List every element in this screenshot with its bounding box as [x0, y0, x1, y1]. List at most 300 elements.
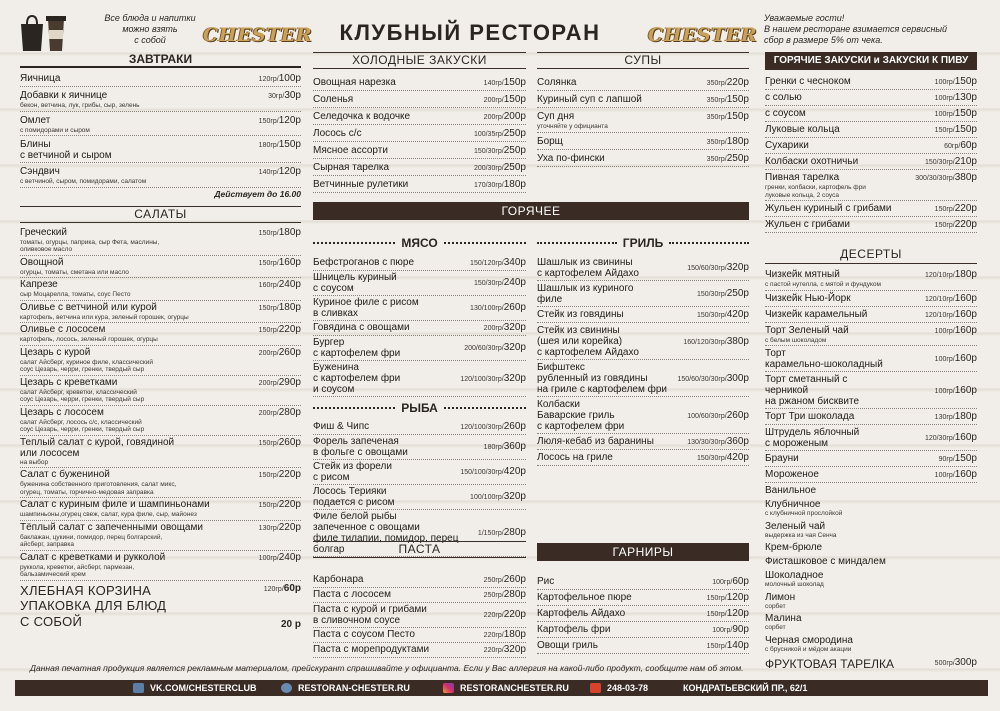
- menu-item-row: [313, 322, 526, 334]
- menu-item-price: 380р: [954, 172, 977, 183]
- grill-items-item: [537, 257, 749, 281]
- menu-item-row: [20, 257, 301, 269]
- menu-item-name: с солью: [765, 92, 802, 103]
- menu-item-price-group: [687, 262, 749, 274]
- menu-item-name: Цезарь с креветками: [20, 376, 118, 388]
- desserts-items-item: [765, 325, 977, 347]
- menu-item-row: [313, 297, 526, 319]
- menu-item-name: Торт сметанный с черникой на ржаном бисквите: [765, 374, 860, 407]
- beer-items-item: [765, 108, 977, 122]
- menu-item-weight: 300/30/30гр/: [915, 175, 955, 182]
- menu-item-row: [537, 640, 749, 652]
- menu-item-weight: 100гр/: [934, 79, 955, 86]
- menu-item-name: Ванильное: [765, 485, 817, 496]
- menu-item-price-group: [935, 108, 977, 120]
- fruit-plate-weight: 500гр/: [934, 660, 955, 667]
- menu-item-name: Тёплый салат с запеченными овощами: [20, 521, 203, 533]
- desserts-items-item: [765, 485, 977, 497]
- menu-item-name: Буженина с картофелем фри и соусом: [313, 362, 401, 395]
- menu-item-name: Чизкейк мятный: [765, 269, 840, 280]
- menu-item-description: огурцы, томаты, сметана или масло: [20, 268, 129, 276]
- menu-item-name: Уха по-фински: [537, 152, 605, 164]
- menu-item-weight: 120/30гр/: [924, 435, 955, 442]
- menu-item-weight: 220гр/: [483, 632, 504, 639]
- menu-item-name: Паста с соусом Песто: [313, 629, 415, 640]
- menu-item-weight: 160гр/: [258, 282, 279, 289]
- menu-item-price: 250р: [726, 152, 749, 164]
- menu-item-price-group: [697, 452, 749, 464]
- meat-items-item: [313, 322, 526, 336]
- menu-item-price: 320р: [503, 644, 526, 655]
- menu-item-weight: 120/10гр/: [924, 311, 955, 319]
- menu-item-row: [765, 108, 977, 120]
- menu-item-name: Брауни: [765, 453, 799, 464]
- menu-item-price-group: [259, 279, 301, 291]
- menu-item-price-group: [484, 441, 526, 453]
- menu-item-weight: 350гр/: [706, 155, 727, 163]
- menu-item-weight: 150/30гр/: [473, 280, 504, 287]
- menu-item-weight: 150гр/: [258, 304, 279, 312]
- cold-items-item: [313, 128, 526, 142]
- menu-item-row: [20, 469, 301, 481]
- menu-item-price: 140р: [726, 640, 749, 651]
- menu-item-name: Салат с креветками и рукколой: [20, 551, 166, 563]
- menu-item-weight: 150/30гр/: [696, 455, 727, 462]
- menu-item-price: 120р: [726, 592, 749, 603]
- desserts-items-item: [765, 411, 977, 425]
- disclaimer: Данная печатная продукция является рекламным материалом, прейскурант спрашивайте у официанта. Если у Вас аллергия на какой-либо продукт, сообщите нам об этом.: [30, 663, 744, 673]
- menu-item-price: 180р: [954, 269, 977, 280]
- breakfast-items-item: [20, 115, 301, 137]
- menu-item-row: [313, 589, 526, 601]
- desserts-items-item: [765, 453, 977, 467]
- menu-item-row: [313, 629, 526, 641]
- menu-item-row: [20, 552, 301, 564]
- menu-item-weight: 100гр/: [258, 554, 279, 562]
- menu-item-weight: 150/30гр/: [696, 291, 727, 298]
- desserts-items-item: [765, 592, 977, 612]
- menu-item-price: 150р: [278, 139, 301, 150]
- menu-item-description: с клубничной прослойкой: [765, 510, 843, 517]
- page-title: КЛУБНЫЙ РЕСТОРАН: [339, 20, 601, 45]
- menu-item-row: [765, 499, 977, 510]
- menu-item-name: Лосось с/с: [313, 128, 362, 139]
- menu-item-price: 180р: [278, 301, 301, 313]
- menu-item-price: 260р: [503, 574, 526, 585]
- menu-item-name: Оливье с ветчиной или курой: [20, 301, 157, 313]
- menu-item-weight: 130/100гр/: [470, 305, 504, 312]
- menu-item-price: 150р: [726, 111, 749, 122]
- menu-item-weight: 130гр/: [934, 414, 955, 421]
- menu-item-price: 220р: [954, 203, 977, 214]
- menu-item-weight: 150гр/: [258, 229, 279, 237]
- menu-item-weight: 180гр/: [258, 142, 279, 149]
- column-3: [537, 52, 749, 170]
- menu-item-name: Торт карамельно-шоколадный: [765, 348, 883, 370]
- menu-item-weight: 120/10гр/: [924, 272, 955, 279]
- menu-item-price-group: [939, 453, 977, 465]
- beer-list: [765, 76, 977, 233]
- instagram-link[interactable]: RESTORANCHESTER.RU: [460, 683, 569, 693]
- menu-item-row: [765, 374, 977, 407]
- sides-title: ГАРНИРЫ: [537, 543, 749, 561]
- menu-item-row: [765, 92, 977, 104]
- menu-item-weight: 100гр/: [934, 111, 955, 118]
- meat-title: МЯСО: [401, 236, 438, 250]
- bread-basket-price: 60р: [283, 582, 301, 594]
- menu-item-price: 120р: [278, 114, 301, 126]
- salads-items-item: [20, 257, 301, 279]
- menu-item-description: с брусникой и мёдом акации: [765, 645, 852, 653]
- logo-left: CHESTER: [203, 24, 313, 46]
- menu-item-name: Форель запеченая в фольге с овощами: [313, 436, 408, 458]
- menu-item-name: Шашлык из куриного филе: [537, 283, 634, 305]
- menu-item-description: сыр Моцарелла, томаты, соус Песто: [20, 291, 131, 298]
- menu-item-row: [765, 427, 977, 449]
- menu-item-name: Блины с ветчиной и сыром: [20, 139, 112, 161]
- menu-item-row: [765, 293, 977, 305]
- salads-items-item: [20, 227, 301, 256]
- menu-item-name: Борщ: [537, 135, 563, 147]
- menu-item-row: [765, 411, 977, 423]
- menu-item-price: 180р: [503, 629, 526, 640]
- menu-item-row: [537, 111, 749, 123]
- footer-bar: [15, 680, 988, 696]
- menu-item-row: [765, 124, 977, 136]
- column-2: [313, 52, 526, 196]
- menu-item-weight: 120гр/: [258, 76, 279, 83]
- menu-item-name: Шашлык из свинины с картофелем Айдахо: [537, 257, 639, 279]
- menu-item-price: 220р: [954, 219, 977, 230]
- menu-item-row: [765, 570, 977, 581]
- menu-item-name: Чизкейк карамельный: [765, 308, 868, 320]
- menu-item-name: Фисташковое с миндалем: [765, 556, 886, 567]
- menu-item-weight: 220гр/: [483, 612, 504, 619]
- menu-item-row: [537, 325, 749, 358]
- menu-item-weight: 100гр/: [934, 472, 955, 479]
- logo-right: CHESTER: [648, 24, 758, 46]
- menu-item-weight: 150/100/30гр/: [460, 469, 504, 476]
- menu-item-description: салат Айсберг, лосось с/с, классический соус Цезарь, черри, гренки, твердый сыр: [20, 418, 145, 433]
- menu-item-name: Филе белой рыбы запеченное с овощами филе тилапии, помидор, перец болгар: [313, 511, 459, 555]
- salads-items-item: [20, 279, 301, 301]
- desserts-items-item: [765, 635, 977, 655]
- menu-item-weight: 150гр/: [706, 611, 727, 618]
- menu-item-price-group: [707, 94, 749, 106]
- menu-item-name: Ветчинные рулетики: [313, 179, 409, 190]
- menu-item-row: [537, 77, 749, 89]
- menu-item-price: 180р: [954, 411, 977, 422]
- menu-item-price: 210р: [954, 156, 977, 167]
- menu-item-weight: 140гр/: [258, 169, 279, 176]
- menu-item-description: на выбор: [20, 458, 49, 466]
- meat-section: [313, 236, 526, 558]
- menu-item-row: [765, 348, 977, 370]
- menu-item-row: [313, 604, 526, 626]
- fish-items-item: [313, 486, 526, 510]
- menu-item-name: Мороженое: [765, 469, 819, 480]
- grill-items-item: [537, 436, 749, 450]
- menu-item-name: Греческий: [20, 226, 67, 238]
- menu-item-weight: 200гр/: [258, 349, 279, 357]
- menu-item-price-group: [259, 347, 301, 359]
- menu-item-price: 150р: [954, 453, 977, 464]
- menu-item-price-group: [707, 640, 749, 652]
- menu-item-price-group: [259, 469, 301, 481]
- pasta-title: ПАСТА: [313, 541, 526, 558]
- pasta-items-item: [313, 574, 526, 588]
- grill-items-item: [537, 325, 749, 360]
- menu-item-row: [313, 644, 526, 656]
- menu-item-price-group: [474, 145, 526, 157]
- menu-item-name: Суп дня: [537, 111, 575, 122]
- menu-item-description: салат Айсберг, куриное филе, классический соус Цезарь, черри, гренки, твердый сыр: [20, 358, 153, 373]
- menu-item-row: [20, 407, 301, 419]
- bread-basket: [20, 583, 301, 598]
- menu-item-row: [20, 166, 301, 178]
- sides-items-item: [537, 592, 749, 606]
- menu-item-description: баклажан, цукини, помидор, перец болгарский, айсберг, заправка: [20, 533, 163, 548]
- menu-item-price: 120р: [726, 608, 749, 619]
- desserts-items-item: [765, 293, 977, 307]
- sides-items-item: [537, 640, 749, 654]
- menu-item-price-group: [259, 407, 301, 419]
- menu-item-price: 180р: [278, 226, 301, 238]
- fish-title: РЫБА: [401, 401, 438, 415]
- menu-item-name: Мясное ассорти: [313, 145, 388, 156]
- menu-item-name: Овощи гриль: [537, 640, 598, 651]
- fruit-plate-price: 300р: [954, 657, 977, 668]
- menu-item-price-group: [484, 629, 526, 641]
- menu-item-price-group: [470, 302, 526, 314]
- menu-item-price-group: [259, 227, 301, 239]
- menu-item-price-group: [707, 153, 749, 165]
- menu-item-row: [20, 302, 301, 314]
- salads-items-item: [20, 522, 301, 551]
- menu-item-price-group: [259, 302, 301, 314]
- menu-item-price-group: [484, 111, 526, 123]
- menu-item-description: сорбет: [765, 602, 786, 610]
- menu-item-price: 90р: [732, 624, 749, 635]
- menu-item-weight: 160/120/30гр/: [683, 338, 727, 346]
- fruit-plate-label: ФРУКТОВАЯ ТАРЕЛКА: [765, 657, 895, 671]
- menu-item-weight: 150гр/: [934, 222, 955, 229]
- menu-item-price: 160р: [954, 292, 977, 304]
- menu-item-weight: 100гр/: [934, 95, 955, 102]
- menu-item-row: [313, 179, 526, 191]
- menu-item-price: 150р: [503, 94, 526, 105]
- menu-item-price: 60р: [960, 140, 977, 151]
- menu-item-price-group: [935, 411, 977, 423]
- soups-title: СУПЫ: [537, 52, 749, 69]
- menu-item-row: [537, 283, 749, 305]
- menu-item-row: [313, 574, 526, 586]
- menu-item-row: [20, 324, 301, 336]
- site-link[interactable]: RESTORAN-CHESTER.RU: [298, 683, 410, 693]
- menu-item-price-group: [474, 179, 526, 191]
- menu-item-price-group: [707, 136, 749, 148]
- menu-item-row: [537, 608, 749, 620]
- beer-items-item: [765, 172, 977, 201]
- menu-item-description: томаты, огурцы, паприка, сыр Фета, маслины, оливковое масло: [20, 238, 160, 253]
- menu-item-weight: 60гр/: [944, 143, 961, 150]
- menu-item-price: 320р: [503, 372, 526, 384]
- pasta-items-item: [313, 589, 526, 603]
- column-1: [20, 52, 301, 630]
- menu-item-price-group: [707, 592, 749, 604]
- menu-item-price-group: [478, 527, 526, 539]
- menu-item-weight: 350гр/: [706, 97, 727, 104]
- menu-item-name: Лосось Терияки подается с рисом: [313, 486, 395, 508]
- soups-items-item: [537, 136, 749, 150]
- menu-item-weight: 150гр/: [258, 327, 279, 334]
- menu-item-row: [765, 635, 977, 646]
- menu-item-row: [765, 592, 977, 603]
- salads-items-item: [20, 499, 301, 521]
- menu-item-weight: 220гр/: [483, 647, 504, 654]
- menu-item-weight: 200гр/: [258, 409, 279, 417]
- menu-item-price-group: [259, 73, 301, 85]
- menu-item-row: [20, 73, 301, 85]
- menu-item-price-group: [683, 336, 749, 348]
- menu-item-price: 250р: [503, 145, 526, 156]
- sides-items-item: [537, 624, 749, 638]
- menu-item-price: 250р: [503, 162, 526, 173]
- menu-item-price-group: [935, 203, 977, 215]
- menu-item-price-group: [484, 94, 526, 106]
- menu-item-description: буженина собственного приготовления, салат микс, огурец, томаты, горчично-медовая заправка: [20, 481, 177, 496]
- phone-icon: [590, 683, 601, 693]
- menu-item-price-group: [677, 373, 749, 385]
- menu-item-price: 240р: [278, 279, 301, 290]
- menu-item-price-group: [474, 162, 526, 174]
- menu-item-price-group: [474, 277, 526, 289]
- menu-item-row: [765, 469, 977, 481]
- meat-items-item: [313, 337, 526, 361]
- menu-item-price-group: [935, 469, 977, 481]
- menu-item-name: Паста с курой и грибами в сливочном соусе: [313, 604, 427, 626]
- menu-item-description: с белым шоколадом: [765, 336, 827, 344]
- menu-item-row: [765, 485, 977, 496]
- menu-item-price: 220р: [278, 521, 301, 533]
- menu-item-row: [313, 162, 526, 174]
- vk-link[interactable]: VK.COM/CHESTERCLUB: [150, 683, 257, 693]
- menu-item-weight: 150гр/: [258, 117, 279, 125]
- menu-item-price-group: [470, 257, 526, 269]
- pasta-items-item: [313, 604, 526, 628]
- phone-link[interactable]: 248-03-78: [607, 683, 649, 693]
- address: КОНДРАТЬЕВСКИЙ ПР., 62/1: [683, 683, 808, 693]
- menu-item-weight: 150/30гр/: [924, 159, 955, 166]
- menu-item-weight: 120/100/30гр/: [460, 375, 504, 383]
- menu-item-price-group: [712, 576, 749, 588]
- menu-item-row: [20, 227, 301, 239]
- fish-list: [313, 421, 526, 557]
- column-4: [765, 52, 977, 671]
- menu-item-price-group: [687, 436, 749, 448]
- beer-items-item: [765, 76, 977, 90]
- takeaway-pack-label: УПАКОВКА ДЛЯ БЛЮД С СОБОЙ: [20, 597, 167, 629]
- menu-item-name: Карбонара: [313, 574, 364, 585]
- cold-title: ХОЛОДНЫЕ ЗАКУСКИ: [313, 52, 526, 69]
- menu-item-row: [765, 453, 977, 465]
- menu-item-price: 290р: [278, 376, 301, 388]
- menu-item-description: выдержка из чая Сенча: [765, 531, 837, 539]
- menu-item-row: [20, 139, 301, 161]
- menu-item-weight: 150/30гр/: [473, 148, 504, 155]
- desserts-items-item: [765, 521, 977, 541]
- menu-item-price-group: [259, 115, 301, 127]
- menu-item-price-group: [259, 552, 301, 564]
- menu-item-name: Рис: [537, 576, 555, 587]
- menu-item-price: 340р: [503, 257, 526, 268]
- menu-item-name: Сырная тарелка: [313, 162, 390, 173]
- menu-item-price-group: [484, 609, 526, 621]
- breakfast-title: ЗАВТРАКИ: [20, 52, 301, 68]
- menu-item-description: бекон, ветчина, лук, грибы, сыр, зелень: [20, 102, 140, 109]
- vk-icon: [133, 683, 144, 693]
- menu-item-price-group: [484, 77, 526, 89]
- menu-item-price: 130р: [954, 92, 977, 103]
- menu-item-description: с пастой нутелла, с мятой и фундуком: [765, 281, 881, 288]
- grill-items-item: [537, 362, 749, 397]
- menu-item-name: Клубничное: [765, 499, 821, 510]
- menu-item-price-group: [460, 421, 526, 433]
- cold-items-item: [313, 77, 526, 91]
- menu-item-price: 100р: [278, 73, 301, 84]
- menu-item-price: 220р: [726, 77, 749, 88]
- menu-item-price: 150р: [954, 108, 977, 119]
- menu-item-row: [537, 399, 749, 432]
- menu-item-name: Картофель Айдахо: [537, 608, 626, 619]
- menu-item-row: [537, 452, 749, 464]
- menu-item-price-group: [925, 293, 977, 305]
- menu-item-price: 160р: [954, 432, 977, 443]
- salads-items-item: [20, 469, 301, 498]
- menu-item-name: Черная смородина: [765, 634, 853, 646]
- menu-item-price-group: [925, 432, 977, 444]
- menu-item-name: Оливье с лососем: [20, 324, 106, 335]
- menu-item-price: 420р: [503, 466, 526, 477]
- menu-item-name: Омлет: [20, 114, 51, 126]
- menu-item-price: 30р: [284, 90, 301, 101]
- salads-items-item: [20, 437, 301, 469]
- desserts-list: [765, 269, 977, 654]
- menu-item-price: 420р: [726, 452, 749, 463]
- menu-item-weight: 140гр/: [483, 80, 504, 87]
- menu-item-price: 260р: [726, 409, 749, 421]
- menu-item-weight: 200гр/: [483, 97, 504, 104]
- menu-item-price-group: [707, 608, 749, 620]
- menu-item-name: с соусом: [765, 108, 806, 119]
- menu-item-name: Колбаски Баварские гриль с картофелем фри: [537, 399, 625, 432]
- menu-item-price-group: [935, 325, 977, 337]
- menu-item-name: Овощной: [20, 256, 64, 268]
- menu-item-price-group: [707, 111, 749, 123]
- menu-item-row: [765, 613, 977, 624]
- desserts-items-item: [765, 499, 977, 519]
- grill-list: [537, 257, 749, 466]
- desserts-items-item: [765, 374, 977, 409]
- salads-items-item: [20, 324, 301, 346]
- menu-item-name: Торт Три шоколада: [765, 411, 855, 422]
- beer-items-item: [765, 124, 977, 138]
- menu-item-price: 250р: [726, 288, 749, 299]
- menu-item-name: Лимон: [765, 591, 796, 603]
- pasta-list: [313, 574, 526, 658]
- takeaway-note: Все блюда и напитки можно взять с собой: [104, 13, 196, 45]
- menu-item-row: [313, 77, 526, 89]
